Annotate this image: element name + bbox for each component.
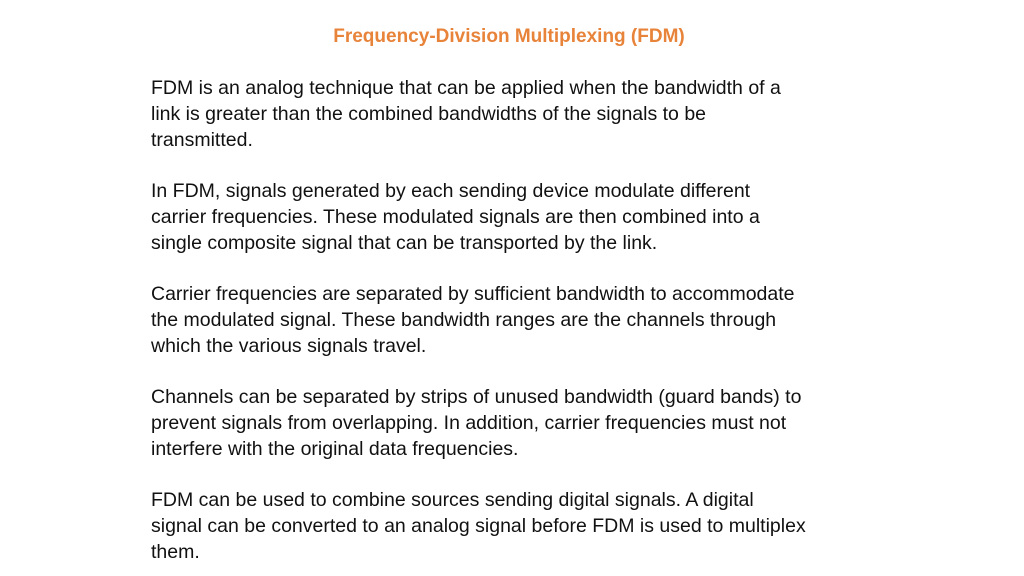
paragraph-digital-sources: FDM can be used to combine sources sending digital signals. A digital signal can be converted to an analog signal before FDM is used to multiplex them.	[151, 489, 806, 563]
paragraph-guard-bands: Channels can be separated by strips of unused bandwidth (guard bands) to prevent signals from overlapping. In addition, carrier frequencies must not interfere with the original data frequencies.	[151, 386, 802, 460]
paragraph-carrier-modulation: In FDM, signals generated by each sending device modulate different carrier frequencies. These modulated signals are then combined into a single composite signal that can be transported by the link.	[151, 180, 760, 254]
paragraph-fdm-definition: FDM is an analog technique that can be applied when the bandwidth of a link is greater than the combined bandwidths of the signals to be transmitted.	[151, 77, 781, 151]
slide-title: Frequency-Division Multiplexing (FDM)	[333, 26, 685, 47]
slide-body	[151, 75, 891, 565]
paragraph-channels: Carrier frequencies are separated by sufficient bandwidth to accommodate the modulated signal. These bandwidth ranges are the channels through which the various signals travel.	[151, 283, 795, 357]
